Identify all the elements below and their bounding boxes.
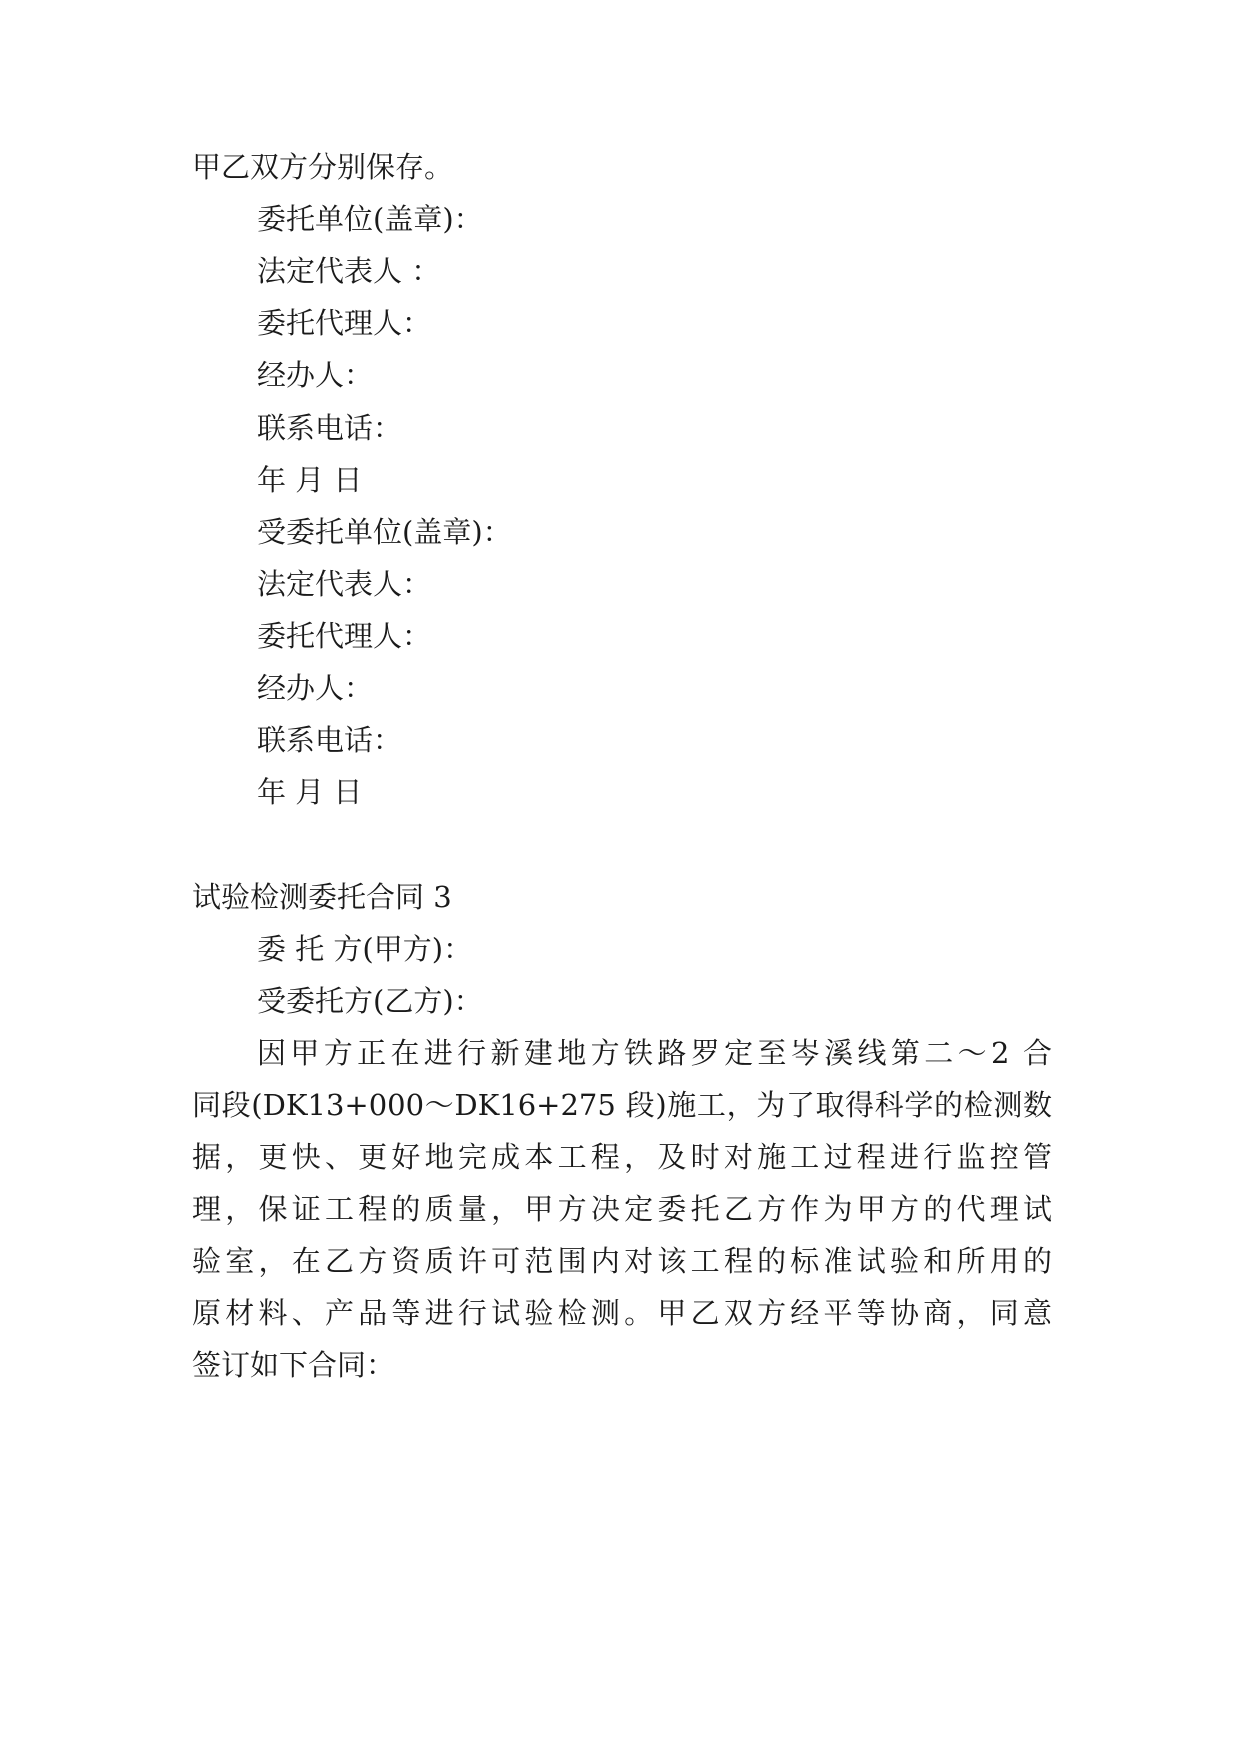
party-b-handler-label: 经办人： xyxy=(257,671,374,705)
party-a-date-label: 年 月 日 xyxy=(257,463,363,497)
body-line: 原材料、产品等进行试验检测。甲乙双方经平等协商，同意 xyxy=(192,1296,1052,1330)
party-a-phone-label: 联系电话： xyxy=(257,411,403,445)
body-line: 同段(DK13+000～DK16+275 段)施工，为了取得科学的检测数 xyxy=(192,1088,1052,1122)
party-b-unit-label: 受委托单位(盖章)： xyxy=(257,515,512,549)
party-a-agent-label: 委托代理人： xyxy=(257,306,432,340)
party-a-handler-label: 经办人： xyxy=(257,358,374,392)
party-b-agent-label: 委托代理人： xyxy=(257,619,432,653)
party-b-heading: 受委托方(乙方)： xyxy=(257,984,483,1018)
body-line: 理，保证工程的质量，甲方决定委托乙方作为甲方的代理试 xyxy=(192,1192,1052,1226)
body-line: 据，更快、更好地完成本工程，及时对施工过程进行监控管 xyxy=(192,1140,1052,1174)
party-a-legal-rep-label: 法定代表人 ： xyxy=(257,254,441,288)
contract-title: 试验检测委托合同 3 xyxy=(192,880,452,914)
closing-line: 甲乙双方分别保存。 xyxy=(192,150,454,184)
party-a-unit-label: 委托单位(盖章)： xyxy=(257,202,483,236)
body-line: 签订如下合同： xyxy=(192,1348,396,1382)
party-b-phone-label: 联系电话： xyxy=(257,723,403,757)
body-line: 验室，在乙方资质许可范围内对该工程的标准试验和所用的 xyxy=(192,1244,1052,1278)
party-b-date-label: 年 月 日 xyxy=(257,775,363,809)
party-b-legal-rep-label: 法定代表人： xyxy=(257,567,432,601)
body-line: 因甲方正在进行新建地方铁路罗定至岑溪线第二～2 合 xyxy=(257,1036,1052,1070)
party-a-heading: 委 托 方(甲方)： xyxy=(257,932,473,966)
